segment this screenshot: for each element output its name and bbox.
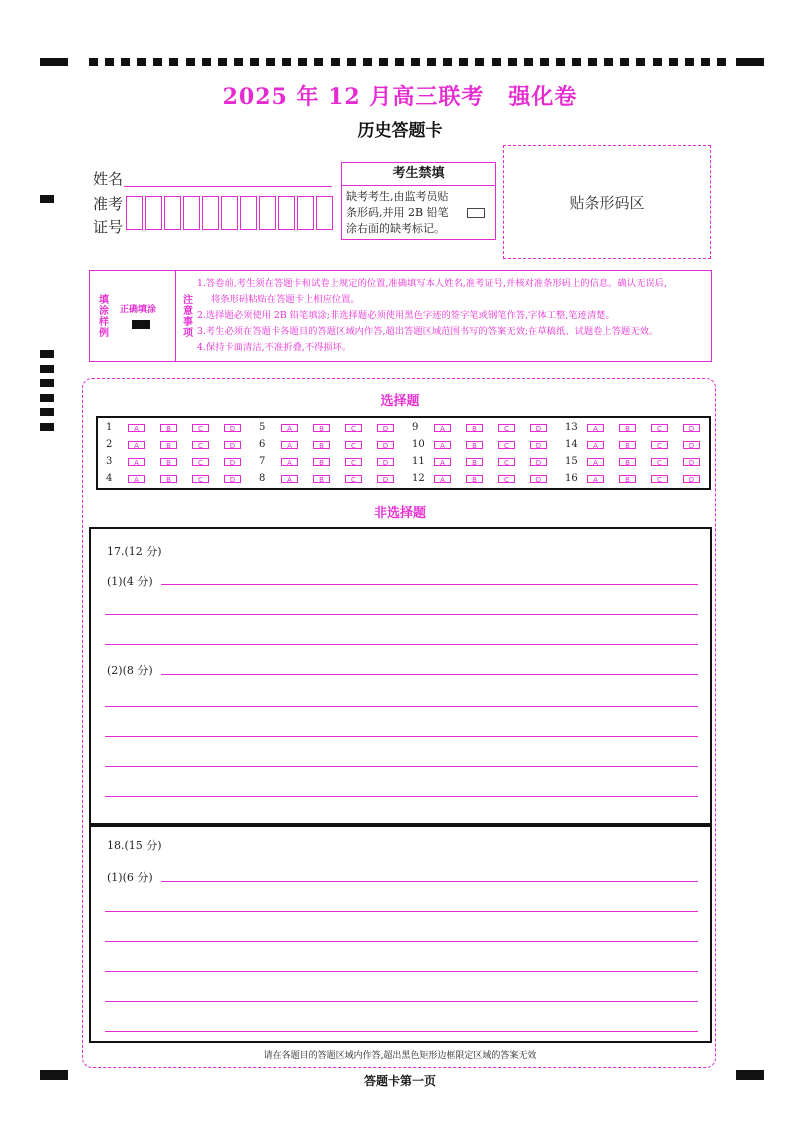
question-number: 13 [565, 422, 578, 433]
option-bubble-a[interactable]: A [434, 424, 451, 432]
choice-row [98, 437, 710, 453]
absent-mark-box[interactable] [467, 208, 485, 218]
option-bubble-d[interactable]: D [377, 424, 394, 432]
timing-mark [540, 58, 549, 66]
notice-item: 1.答卷前,考生须在答题卡和试卷上规定的位置,准确填写本人姓名,准考证号,并核对准条形码上的信息。确认无误后, [197, 278, 667, 289]
correct-fill-swatch [132, 320, 150, 329]
question-number: 14 [565, 439, 578, 450]
id-digit-box[interactable] [202, 196, 219, 230]
absent-line: 涂右面的缺考标记。 [346, 222, 445, 235]
page-number-label: 答题卡第一页 [363, 1074, 436, 1088]
timing-mark [459, 58, 468, 66]
notice-panel [89, 270, 712, 362]
option-bubble-c[interactable]: C [498, 458, 515, 466]
option-bubble-b[interactable]: B [160, 458, 177, 466]
notice-item: 2.选择题必须使用 2B 铅笔填涂;非选择题必须使用黑色字迹的签字笔或钢笔作答,字体工整,笔迹清楚。 [197, 310, 615, 321]
nonchoice-section-title: 非选择题 [373, 506, 426, 521]
page-subtitle: 历史答题卡 [357, 121, 443, 141]
title-main: 2025 年 12 月高三联考 [222, 84, 485, 110]
choice-question [251, 437, 404, 453]
option-bubble-c[interactable]: C [651, 458, 668, 466]
notice-item: 4.保持卡面清洁,不准折叠,不得损坏。 [197, 342, 352, 353]
option-bubble-a[interactable]: A [434, 441, 451, 449]
choice-question [404, 471, 557, 487]
option-bubble-c[interactable]: C [651, 475, 668, 483]
choice-question [404, 437, 557, 453]
timing-mark [524, 58, 533, 66]
option-bubble-b[interactable]: B [313, 424, 330, 432]
id-digit-box[interactable] [297, 196, 314, 230]
option-bubble-d[interactable]: D [530, 424, 547, 432]
timing-mark [363, 58, 372, 66]
option-bubble-d[interactable]: D [224, 458, 241, 466]
option-bubble-a[interactable]: A [434, 475, 451, 483]
option-bubble-c[interactable]: C [651, 424, 668, 432]
timing-mark [40, 379, 54, 387]
name-label: 姓名 [93, 170, 124, 188]
choice-grid [96, 416, 711, 490]
option-bubble-b[interactable]: B [619, 458, 636, 466]
option-bubble-b[interactable]: B [313, 475, 330, 483]
timing-mark [153, 58, 162, 66]
question-17-title: 17.(12 分) [107, 545, 162, 558]
choice-question [98, 471, 251, 487]
absent-line: 条形码,并用 2B 铅笔 [346, 206, 449, 219]
option-bubble-c[interactable]: C [192, 441, 209, 449]
option-bubble-c[interactable]: C [498, 424, 515, 432]
option-bubble-d[interactable]: D [530, 458, 547, 466]
timing-mark [186, 58, 195, 66]
timing-mark [492, 58, 501, 66]
correct-fill-label: 正确填涂 [120, 305, 157, 315]
timing-mark [508, 58, 517, 66]
timing-mark [556, 58, 565, 66]
question-17-box [89, 527, 712, 825]
timing-mark [202, 58, 211, 66]
timing-mark [411, 58, 420, 66]
answer-line[interactable] [105, 766, 698, 767]
choice-row [98, 471, 710, 487]
question-number: 7 [259, 456, 266, 467]
option-bubble-c[interactable]: C [345, 475, 362, 483]
timing-mark [169, 58, 178, 66]
side-mark [40, 195, 54, 203]
notice-items [197, 276, 707, 356]
choice-question [557, 471, 710, 487]
question-number: 5 [259, 422, 266, 433]
answer-line[interactable] [105, 706, 698, 707]
timing-mark [427, 58, 436, 66]
absent-instructions [346, 189, 456, 237]
option-bubble-a[interactable]: A [281, 424, 298, 432]
id-digit-box[interactable] [164, 196, 181, 230]
option-bubble-c[interactable]: C [651, 441, 668, 449]
timing-mark [443, 58, 452, 66]
id-digit-box[interactable] [259, 196, 276, 230]
choice-question [557, 420, 710, 436]
absent-line: 缺考考生,由监考员贴 [346, 190, 449, 203]
option-bubble-a[interactable]: A [587, 475, 604, 483]
choice-question [251, 420, 404, 436]
timing-mark [40, 58, 68, 66]
option-bubble-a[interactable]: A [587, 424, 604, 432]
option-bubble-d[interactable]: D [224, 424, 241, 432]
question-number: 6 [259, 439, 266, 450]
choice-question [98, 420, 251, 436]
answer-line[interactable] [105, 1001, 698, 1002]
timing-mark [395, 58, 404, 66]
option-bubble-d[interactable]: D [683, 424, 700, 432]
choice-question [251, 454, 404, 470]
timing-mark [137, 58, 146, 66]
option-bubble-b[interactable]: B [619, 475, 636, 483]
timing-mark [40, 423, 54, 431]
question-17-part-1-label: (1)(4 分) [107, 575, 153, 588]
id-digit-box[interactable] [240, 196, 257, 230]
timing-mark [701, 58, 710, 66]
option-bubble-b[interactable]: B [619, 424, 636, 432]
option-bubble-a[interactable]: A [128, 424, 145, 432]
name-field[interactable] [124, 186, 332, 187]
option-bubble-d[interactable]: D [683, 458, 700, 466]
timing-mark [588, 58, 597, 66]
timing-mark [736, 58, 764, 66]
timing-mark [620, 58, 629, 66]
title-tag: 强化卷 [508, 84, 578, 110]
question-number: 1 [106, 422, 113, 433]
timing-mark [105, 58, 114, 66]
timing-mark [314, 58, 323, 66]
timing-mark [475, 58, 484, 66]
option-bubble-d[interactable]: D [530, 475, 547, 483]
answer-line[interactable] [105, 736, 698, 737]
option-bubble-d[interactable]: D [224, 475, 241, 483]
timing-mark [685, 58, 694, 66]
option-bubble-c[interactable]: C [345, 458, 362, 466]
id-label-2: 证号 [93, 218, 124, 236]
option-bubble-c[interactable]: C [192, 458, 209, 466]
answer-line[interactable] [105, 971, 698, 972]
choice-section-title: 选择题 [380, 394, 420, 409]
timing-mark [266, 58, 275, 66]
answer-line[interactable] [105, 644, 698, 645]
option-bubble-d[interactable]: D [530, 441, 547, 449]
option-bubble-b[interactable]: B [313, 458, 330, 466]
timing-mark [40, 365, 54, 373]
absent-heading: 考生禁填 [342, 163, 495, 186]
question-18-title: 18.(15 分) [107, 839, 162, 852]
barcode-label: 贴条形码区 [569, 193, 645, 212]
answer-line[interactable] [161, 881, 698, 882]
option-bubble-a[interactable]: A [128, 441, 145, 449]
question-number: 8 [259, 473, 266, 484]
option-bubble-a[interactable]: A [587, 441, 604, 449]
question-number: 12 [412, 473, 425, 484]
timing-mark [234, 58, 243, 66]
choice-question [404, 454, 557, 470]
timing-mark [636, 58, 645, 66]
option-bubble-b[interactable]: B [466, 475, 483, 483]
option-bubble-d[interactable]: D [683, 475, 700, 483]
id-digit-box[interactable] [278, 196, 295, 230]
timing-mark [669, 58, 678, 66]
option-bubble-a[interactable]: A [434, 458, 451, 466]
id-number-boxes[interactable] [126, 196, 335, 230]
option-bubble-b[interactable]: B [160, 475, 177, 483]
answer-line[interactable] [105, 1031, 698, 1032]
timing-mark [121, 58, 130, 66]
absent-panel [341, 162, 496, 240]
id-digit-box[interactable] [316, 196, 333, 230]
question-number: 4 [106, 473, 113, 484]
answer-line[interactable] [105, 911, 698, 912]
timing-mark [40, 408, 54, 416]
question-number: 2 [106, 439, 113, 450]
option-bubble-d[interactable]: D [377, 475, 394, 483]
answer-line[interactable] [105, 614, 698, 615]
timing-mark [298, 58, 307, 66]
question-number: 9 [412, 422, 419, 433]
choice-question [251, 471, 404, 487]
option-bubble-b[interactable]: B [619, 441, 636, 449]
question-number: 3 [106, 456, 113, 467]
timing-mark [379, 58, 388, 66]
option-bubble-d[interactable]: D [377, 458, 394, 466]
timing-mark [653, 58, 662, 66]
timing-mark [572, 58, 581, 66]
question-number: 11 [412, 456, 425, 467]
id-label-1: 准考 [93, 195, 124, 213]
option-bubble-a[interactable]: A [128, 458, 145, 466]
timing-mark [89, 58, 98, 66]
timing-mark [331, 58, 340, 66]
choice-question [98, 454, 251, 470]
question-17-part-2-label: (2)(8 分) [107, 664, 153, 677]
id-digit-box[interactable] [221, 196, 238, 230]
question-18-part-1-label: (1)(6 分) [107, 871, 153, 884]
option-bubble-c[interactable]: C [345, 424, 362, 432]
timing-mark [347, 58, 356, 66]
option-bubble-a[interactable]: A [281, 458, 298, 466]
notice-item: 3.考生必须在答题卡各题目的答题区域内作答,超出答题区域范围书写的答案无效;在草稿纸、试题卷上答题无效。 [197, 326, 659, 337]
option-bubble-c[interactable]: C [498, 475, 515, 483]
notes-label: 注 意 事 项 [183, 295, 193, 339]
question-number: 10 [412, 439, 425, 450]
id-digit-box[interactable] [183, 196, 200, 230]
answer-line[interactable] [105, 941, 698, 942]
timing-mark [250, 58, 259, 66]
timing-mark [604, 58, 613, 66]
answer-line[interactable] [105, 796, 698, 797]
answer-line[interactable] [161, 584, 698, 585]
choice-question [98, 437, 251, 453]
option-bubble-c[interactable]: C [498, 441, 515, 449]
option-bubble-b[interactable]: B [466, 424, 483, 432]
option-bubble-a[interactable]: A [281, 475, 298, 483]
option-bubble-b[interactable]: B [466, 458, 483, 466]
option-bubble-c[interactable]: C [192, 424, 209, 432]
option-bubble-b[interactable]: B [160, 441, 177, 449]
option-bubble-d[interactable]: D [377, 441, 394, 449]
notice-item: 将条形码粘贴在答题卡上相应位置。 [211, 294, 360, 305]
choice-question [404, 420, 557, 436]
page-title [0, 80, 800, 111]
choice-question [557, 437, 710, 453]
id-digit-box[interactable] [145, 196, 162, 230]
question-number: 15 [565, 456, 578, 467]
question-18-box [89, 825, 712, 1043]
timing-mark [717, 58, 726, 66]
option-bubble-b[interactable]: B [466, 441, 483, 449]
option-bubble-a[interactable]: A [281, 441, 298, 449]
option-bubble-a[interactable]: A [128, 475, 145, 483]
footer-note: 请在各题目的答题区域内作答,超出黑色矩形边框限定区域的答案无效 [263, 1051, 537, 1061]
option-bubble-b[interactable]: B [313, 441, 330, 449]
choice-row [98, 420, 710, 436]
timing-mark [218, 58, 227, 66]
choice-question [557, 454, 710, 470]
question-number: 16 [565, 473, 578, 484]
timing-mark [282, 58, 291, 66]
fill-example-column [90, 271, 176, 361]
option-bubble-c[interactable]: C [345, 441, 362, 449]
choice-row [98, 454, 710, 470]
barcode-area [503, 145, 711, 259]
option-bubble-b[interactable]: B [160, 424, 177, 432]
option-bubble-c[interactable]: C [192, 475, 209, 483]
option-bubble-a[interactable]: A [587, 458, 604, 466]
option-bubble-d[interactable]: D [683, 441, 700, 449]
timing-mark [40, 350, 54, 358]
id-digit-box[interactable] [126, 196, 143, 230]
fill-example-label: 填 涂 样 例 [99, 295, 109, 339]
answer-line[interactable] [161, 674, 698, 675]
option-bubble-d[interactable]: D [224, 441, 241, 449]
